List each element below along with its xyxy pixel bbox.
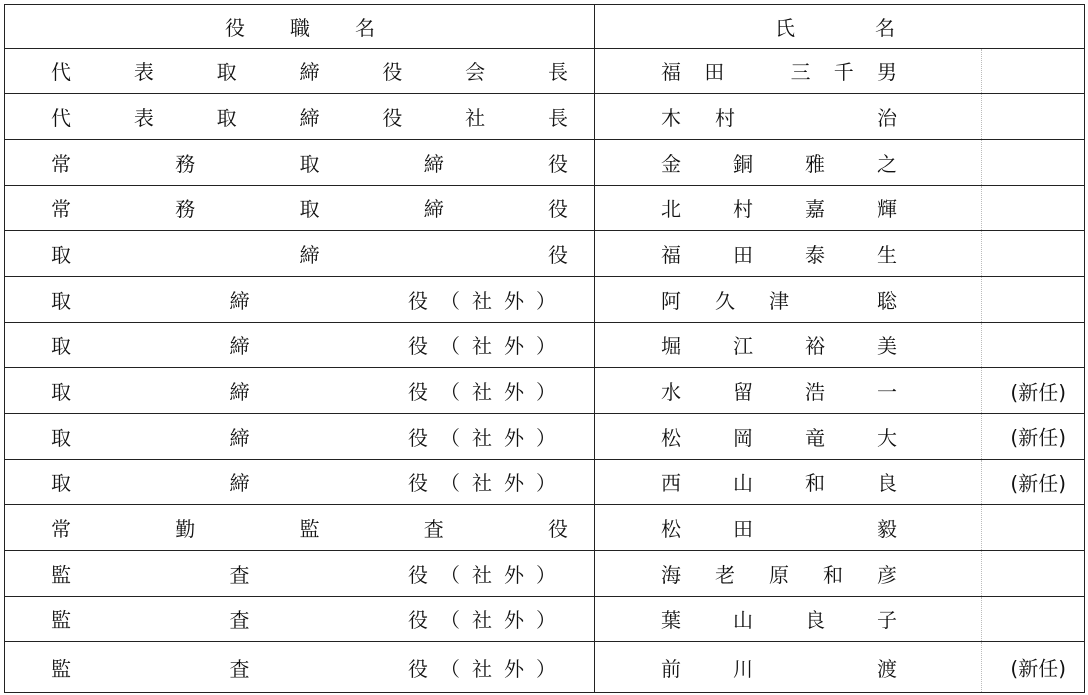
column-divider	[981, 94, 982, 139]
officer-row	[5, 368, 1085, 414]
name-cell	[595, 48, 1085, 94]
position-char: 役（社外）	[408, 608, 568, 633]
position-char: 長	[547, 106, 568, 131]
officer-row	[5, 94, 1085, 140]
position-char: 締	[229, 334, 250, 359]
name-char: 之	[877, 151, 897, 176]
name-cell	[595, 413, 1085, 459]
header-name-char: 氏	[775, 15, 795, 40]
position-cell	[5, 413, 595, 459]
new-appointment-note: (新任)	[1010, 425, 1066, 450]
officer-row	[5, 642, 1085, 693]
name-char: 大	[877, 425, 897, 450]
name-cell	[595, 596, 1085, 642]
position-char: 締	[423, 151, 444, 176]
column-divider	[981, 597, 982, 642]
position-cell	[5, 322, 595, 368]
position-char: 取	[216, 106, 237, 131]
name-cell	[595, 231, 1085, 277]
name-char: 阿	[661, 288, 681, 313]
name-char: 美	[877, 334, 897, 359]
header-name-char: 名	[875, 15, 895, 40]
position-char: 締	[229, 471, 250, 496]
position-char: 役	[382, 106, 403, 131]
position-cell	[5, 276, 595, 322]
name-char: 和	[823, 562, 843, 587]
header-title-char: 名	[355, 15, 375, 40]
position-cell	[5, 139, 595, 185]
name-char: 三	[790, 60, 811, 85]
name-char: 千	[833, 60, 854, 85]
name-char: 聡	[877, 288, 897, 313]
position-char: 取	[51, 243, 71, 268]
position-char: 役（社外）	[408, 380, 568, 405]
position-cell	[5, 642, 595, 693]
name-cell	[595, 185, 1085, 231]
position-char: 常	[51, 197, 71, 222]
position-char: 取	[51, 288, 71, 313]
position-cell	[5, 185, 595, 231]
name-cell	[595, 139, 1085, 185]
name-char: 木	[661, 106, 681, 131]
position-char: 役	[548, 151, 568, 176]
name-cell	[595, 322, 1085, 368]
position-char: 取	[216, 60, 237, 85]
position-char: 取	[51, 380, 71, 405]
name-char: 川	[733, 656, 753, 681]
column-divider	[981, 642, 982, 692]
name-char: 竜	[805, 425, 825, 450]
name-char: 松	[661, 425, 681, 450]
position-char: 締	[229, 425, 250, 450]
name-char: 渡	[877, 656, 897, 681]
position-char: 代	[51, 106, 71, 131]
name-char: 男	[876, 60, 897, 85]
position-cell	[5, 48, 595, 94]
position-char: 査	[229, 562, 250, 587]
name-char: 原	[769, 562, 789, 587]
name-char: 村	[715, 106, 735, 131]
name-char: 浩	[805, 380, 825, 405]
name-cell	[595, 94, 1085, 140]
name-char: 津	[769, 288, 789, 313]
name-char: 裕	[805, 334, 825, 359]
name-char: 田	[733, 517, 753, 542]
name-cell	[595, 368, 1085, 414]
name-char: 一	[877, 380, 897, 405]
position-char: 代	[51, 60, 71, 85]
name-char: 山	[733, 471, 753, 496]
position-cell	[5, 550, 595, 596]
column-divider	[981, 505, 982, 550]
name-char: 田	[704, 60, 725, 85]
position-char: 役（社外）	[408, 562, 568, 587]
column-divider	[981, 140, 982, 185]
position-char: 社	[465, 106, 486, 131]
position-char: 監	[51, 608, 71, 633]
position-char: 締	[299, 60, 320, 85]
position-char: 取	[299, 197, 320, 222]
name-char: 子	[877, 608, 897, 633]
position-char: 監	[299, 517, 320, 542]
position-char: 監	[51, 656, 71, 681]
position-cell	[5, 368, 595, 414]
position-char: 査	[229, 656, 250, 681]
officer-row	[5, 139, 1085, 185]
officer-row	[5, 231, 1085, 277]
position-char: 締	[299, 106, 320, 131]
position-char: 取	[299, 151, 320, 176]
name-char: 福	[661, 60, 681, 85]
column-divider	[981, 551, 982, 596]
name-char: 和	[805, 471, 825, 496]
position-char: 勤	[175, 517, 196, 542]
new-appointment-note: (新任)	[1010, 471, 1066, 496]
officer-row	[5, 185, 1085, 231]
position-char: 長	[547, 60, 568, 85]
position-char: 常	[51, 517, 71, 542]
column-divider	[981, 49, 982, 94]
officer-row	[5, 276, 1085, 322]
column-divider	[981, 323, 982, 368]
position-char: 締	[423, 197, 444, 222]
name-char: 治	[877, 106, 897, 131]
name-char: 嘉	[805, 197, 825, 222]
name-char: 久	[715, 288, 735, 313]
position-char: 表	[133, 106, 154, 131]
officer-row	[5, 505, 1085, 551]
position-cell	[5, 94, 595, 140]
name-char: 毅	[877, 517, 897, 542]
position-char: 表	[133, 60, 154, 85]
name-char: 北	[661, 197, 681, 222]
new-appointment-note: (新任)	[1010, 380, 1066, 405]
officer-row	[5, 322, 1085, 368]
name-char: 良	[877, 471, 897, 496]
name-char: 泰	[805, 243, 825, 268]
header-title-char: 役	[225, 15, 245, 40]
name-char: 前	[661, 656, 681, 681]
position-char: 査	[229, 608, 250, 633]
name-char: 江	[733, 334, 753, 359]
name-char: 福	[661, 243, 681, 268]
name-char: 山	[733, 608, 753, 633]
position-char: 務	[175, 151, 196, 176]
name-char: 松	[661, 517, 681, 542]
name-char: 雅	[805, 151, 825, 176]
officer-row	[5, 459, 1085, 505]
position-char: 役	[548, 197, 568, 222]
position-char: 役（社外）	[408, 471, 568, 496]
position-char: 監	[51, 562, 71, 587]
position-char: 締	[229, 288, 250, 313]
position-char: 役（社外）	[408, 334, 568, 359]
officer-row	[5, 596, 1085, 642]
position-char: 常	[51, 151, 71, 176]
column-divider	[981, 368, 982, 413]
position-char: 取	[51, 471, 71, 496]
position-char: 役（社外）	[408, 656, 568, 681]
position-char: 締	[299, 243, 320, 268]
position-char: 締	[229, 380, 250, 405]
column-divider	[981, 460, 982, 505]
new-appointment-note: (新任)	[1010, 656, 1066, 681]
name-char: 村	[733, 197, 753, 222]
name-cell	[595, 642, 1085, 693]
officer-row	[5, 48, 1085, 94]
position-char: 務	[175, 197, 196, 222]
name-char: 老	[715, 562, 735, 587]
header-title-char: 職	[290, 15, 310, 40]
position-char: 役（社外）	[408, 288, 568, 313]
column-divider	[981, 186, 982, 231]
name-char: 彦	[877, 562, 897, 587]
position-char: 役（社外）	[408, 425, 568, 450]
position-cell	[5, 231, 595, 277]
officer-row	[5, 550, 1085, 596]
column-divider	[981, 414, 982, 459]
name-char: 西	[661, 471, 681, 496]
name-char: 銅	[733, 151, 753, 176]
position-cell	[5, 505, 595, 551]
position-char: 取	[51, 334, 71, 359]
name-cell	[595, 276, 1085, 322]
officer-row	[5, 413, 1085, 459]
officer-table	[4, 4, 1085, 693]
header-name-cell	[595, 5, 1085, 49]
position-char: 会	[465, 60, 486, 85]
position-char: 役	[548, 517, 568, 542]
name-cell	[595, 550, 1085, 596]
name-char: 金	[661, 151, 681, 176]
position-char: 取	[51, 425, 71, 450]
name-char: 輝	[877, 197, 897, 222]
position-cell	[5, 459, 595, 505]
position-char: 役	[382, 60, 403, 85]
name-char: 海	[661, 562, 681, 587]
name-char: 葉	[661, 608, 681, 633]
name-cell	[595, 459, 1085, 505]
name-char: 水	[661, 380, 681, 405]
name-char: 生	[877, 243, 897, 268]
header-row	[5, 5, 1085, 49]
name-char: 良	[805, 608, 825, 633]
column-divider	[981, 277, 982, 322]
name-cell	[595, 505, 1085, 551]
name-char: 留	[733, 380, 753, 405]
column-divider	[981, 231, 982, 276]
name-char: 堀	[661, 334, 681, 359]
position-cell	[5, 596, 595, 642]
header-title-cell	[5, 5, 595, 49]
position-char: 査	[423, 517, 444, 542]
name-char: 岡	[733, 425, 753, 450]
position-char: 役	[548, 243, 568, 268]
name-char: 田	[733, 243, 753, 268]
